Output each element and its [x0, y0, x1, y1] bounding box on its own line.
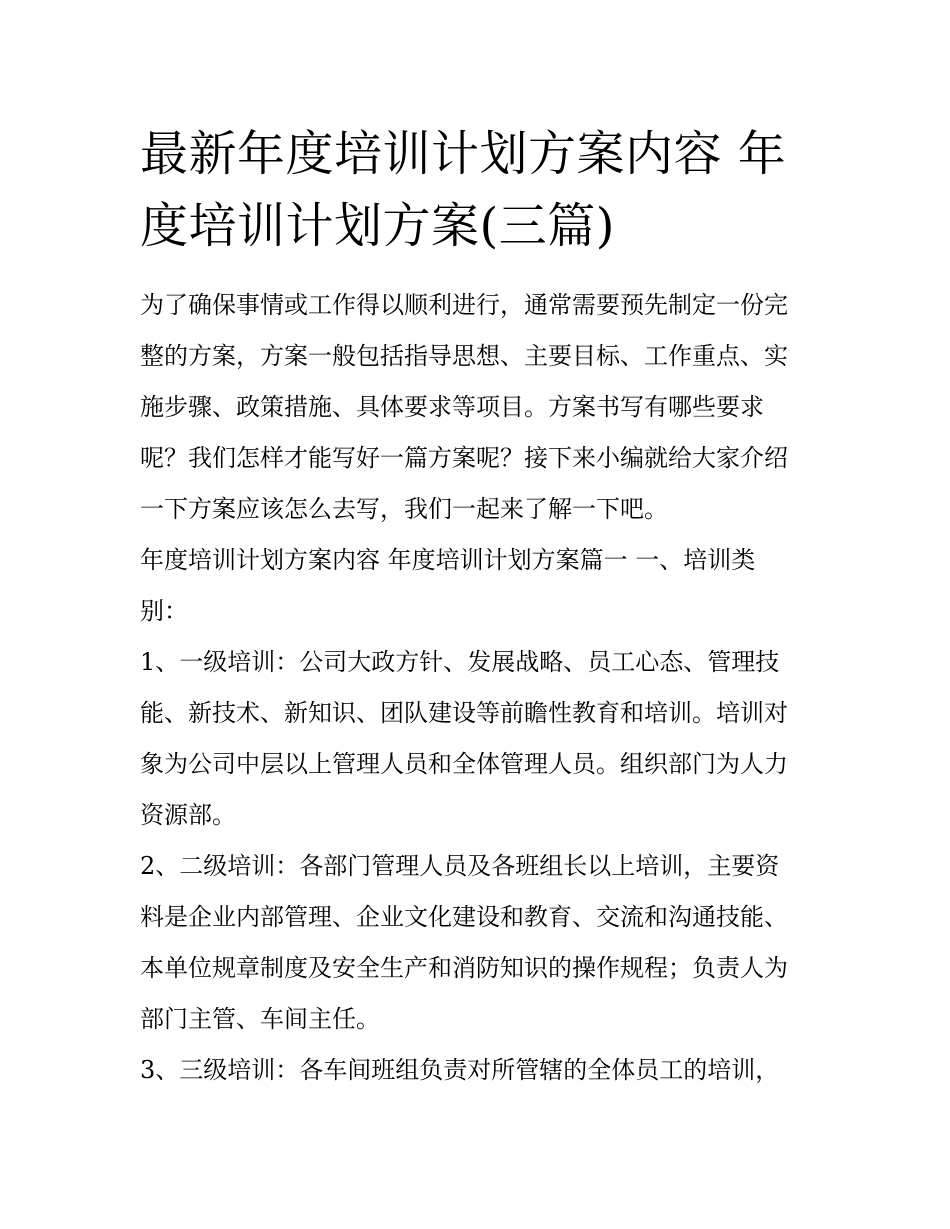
title-line-2: 度培训计划方案(三篇) — [140, 198, 615, 254]
document-title — [140, 118, 820, 262]
body-line-4: 呢？我们怎样才能写好一篇方案呢？接下来小编就给大家介绍 — [140, 444, 788, 472]
document-page — [140, 118, 820, 1096]
title-line-1: 最新年度培训计划方案内容 年 — [140, 126, 787, 182]
body-line-3: 施步骤、政策措施、具体要求等项目。方案书写有哪些要求 — [140, 393, 764, 421]
body-line-9: 能、新技术、新知识、团队建设等前瞻性教育和培训。培训对 — [140, 699, 788, 727]
body-line-16: 3、三级培训：各车间班组负责对所管辖的全体员工的培训， — [140, 1056, 780, 1084]
body-line-7: 别： — [140, 597, 188, 625]
body-line-11: 资源部。 — [140, 801, 236, 829]
body-line-2: 整的方案，方案一般包括指导思想、主要目标、工作重点、实 — [140, 342, 788, 370]
body-line-8: 1、一级培训：公司大政方针、发展战略、员工心态、管理技 — [140, 648, 780, 676]
document-body — [140, 280, 820, 1096]
body-line-1: 为了确保事情或工作得以顺利进行，通常需要预先制定一份完 — [140, 291, 788, 319]
body-line-14: 本单位规章制度及安全生产和消防知识的操作规程；负责人为 — [140, 954, 788, 982]
body-line-12: 2、二级培训：各部门管理人员及各班组长以上培训，主要资 — [140, 852, 780, 880]
body-line-15: 部门主管、车间主任。 — [140, 1005, 380, 1033]
body-line-13: 料是企业内部管理、企业文化建设和教育、交流和沟通技能、 — [140, 903, 788, 931]
body-line-10: 象为公司中层以上管理人员和全体管理人员。组织部门为人力 — [140, 750, 788, 778]
body-line-6: 年度培训计划方案内容 年度培训计划方案篇一 一、培训类 — [140, 546, 756, 574]
body-line-5: 一下方案应该怎么去写，我们一起来了解一下吧。 — [140, 495, 668, 523]
